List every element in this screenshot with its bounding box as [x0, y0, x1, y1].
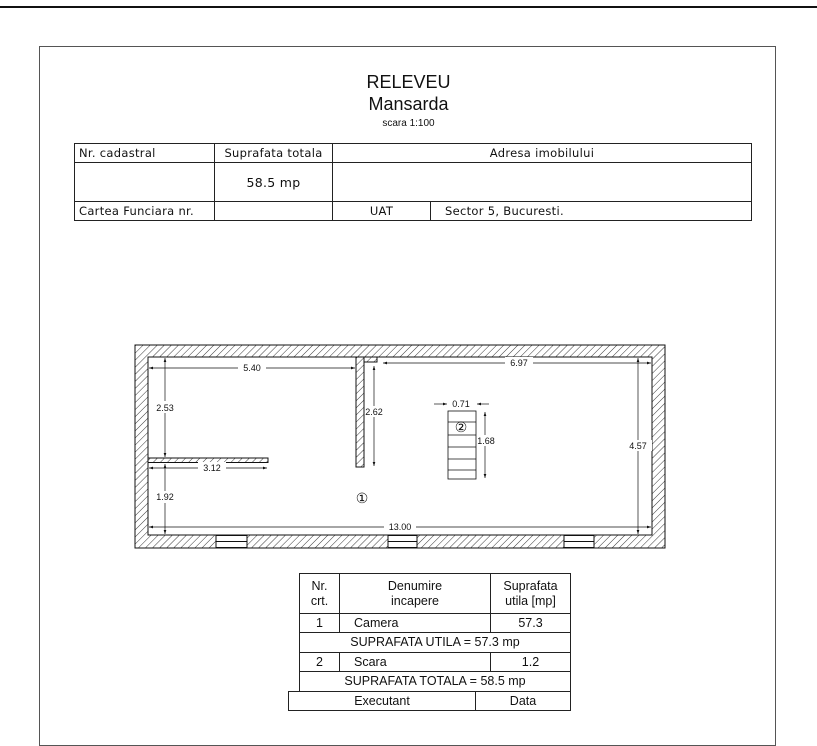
suprafata-totala-total: SUPRAFATA TOTALA = 58.5 mp [299, 671, 571, 692]
row-2-name: Scara [339, 652, 491, 672]
dim-0-71: 0.71 [452, 399, 470, 409]
nr-cadastral-label: Nr. cadastral [74, 143, 215, 163]
dim-1-68: 1.68 [477, 436, 495, 446]
scale-label: scara 1:100 [382, 118, 435, 129]
row-1-name: Camera [339, 613, 491, 633]
suprafata-utila-total: SUPRAFATA UTILA = 57.3 mp [299, 632, 571, 653]
suprafata-totala-label: Suprafata totala [214, 143, 333, 163]
executant-label: Executant [288, 691, 476, 711]
dim-5-40: 5.40 [243, 363, 261, 373]
row-2-area: 1.2 [490, 652, 571, 672]
uat-value: Sector 5, Bucuresti. [430, 201, 752, 221]
row-1-nr: 1 [299, 613, 340, 633]
dim-13-00: 13.00 [388, 522, 412, 532]
adresa-label: Adresa imobilului [332, 143, 752, 163]
header-nr: Nr. crt. [299, 573, 340, 614]
dimension-lines [149, 358, 651, 534]
data-label: Data [475, 691, 571, 711]
dimension-labels [152, 357, 652, 532]
room-1-marker: ① [355, 490, 369, 506]
row-1-area: 57.3 [490, 613, 571, 633]
header-denumire: Denumire incapere [339, 573, 491, 614]
dim-2-53: 2.53 [156, 403, 174, 413]
document-subtitle: Mansarda [368, 94, 449, 114]
header-suprafata: Suprafata utila [mp] [490, 573, 571, 614]
dim-3-12: 3.12 [203, 463, 221, 473]
document-title: RELEVEU [366, 72, 451, 92]
dim-4-57: 4.57 [629, 441, 647, 451]
dim-1-92: 1.92 [156, 492, 174, 502]
interior-walls [148, 357, 377, 467]
dim-6-97: 6.97 [510, 358, 528, 368]
exterior-walls [135, 345, 665, 548]
dim-2-62: 2.62 [365, 407, 383, 417]
row-2-nr: 2 [299, 652, 340, 672]
room-2-marker: ② [454, 419, 468, 435]
suprafata-totala-value: 58.5 mp [214, 162, 333, 202]
uat-label: UAT [332, 201, 431, 221]
carte-funciara-label: Cartea Funciara nr. [74, 201, 215, 221]
